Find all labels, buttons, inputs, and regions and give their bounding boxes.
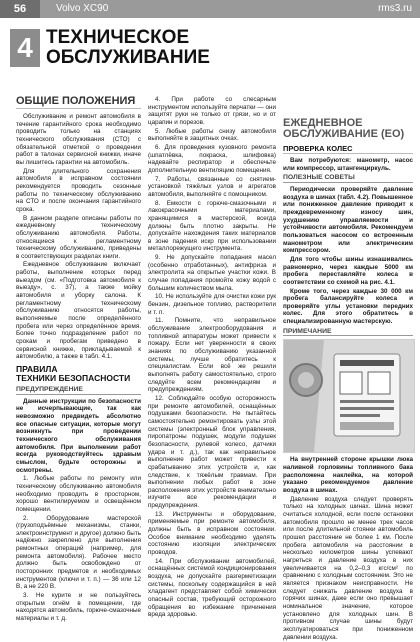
tire-pressure-sticker-illustration [284,340,414,452]
list-item: 4. При работе со слесарным инструментом используйте перчатки — они защитят руки не только от грязи, но и от царапин и порезов. [148,96,276,126]
list-item: 10. Не используйте для очистки кожи рук бензин, дизельное топливо, растворители и т. п. [148,293,276,316]
column-2 [148,96,276,620]
safety-heading-line2: ТЕХНИКИ БЕЗОПАСНОСТИ [16,373,131,383]
list-item: 8. Емкости с горюче-смазочными и лакокрасочными материалами, хранящимися в мастерской, всегда должны быть плотно закрыты. Не допускайте нахождения таких материалов в зоне падения искр при использовании металлорежущего инструмента. [148,199,276,253]
list-item: 6. Для проведения кузовного ремонта (шпатлёвка, покраска, шлифовка) надевайте респиратор и обеспечьте дополнительную вентиляцию помещения. [148,143,276,174]
safety-heading-line1: ПРАВИЛА [16,364,58,374]
warning-text: Данные инструкции по безопасности не исчерпывающие, так как невозможно предвидеть абсолютно все опасные ситуации, которые могут возникнуть при проведении технического обслуживания автомобиля. При выполнении работ всегда руководствуйтесь здравым смыслом, будьте осторожны и осмотрены. [16,397,141,474]
chapter-title-line2: ОБСЛУЖИВАНИЕ [46,47,210,68]
note-text: На внутренней стороне крышки люка наливной горловины топливного бака расположена наклейка, на которой указано рекомендуемое давление воздуха в шинах. [283,456,413,495]
subheading: ПРОВЕРКА КОЛЕС [283,144,413,154]
column-1 [16,95,141,624]
page-number: 56 [0,0,40,18]
paragraph: Для длительного сохранения автомобиля в исправном состоянии рекомендуется проводить сезонные работы по техническому обслуживанию на СТО и после окончания гарантийного срока. [16,167,141,213]
list-item: 5. Любые работы снизу автомобиля выполняйте в защитных очках. [148,127,276,143]
paragraph: В данном разделе описаны работы по ежедневному техническому обслуживанию автомобиля. Работы, относящиеся к регламентному техническому обслуживанию, приведены в соответствующих разделах книги. [16,214,141,260]
list-item: 14. При обслуживании автомобилей, оснащённых системой кондиционирования воздуха, не допускайте разгерметизации системы, поскольку содержащийся в ней хладагент представляет собой химически опасный состав, требующий осторожного обращения во избежание причинения вреда здоровью. [148,557,276,619]
column-3 [283,118,413,642]
list-item: 13. Инструменты и оборудование, применяемые при ремонте автомобиля, должны быть в исправном состоянии. Особое внимание необходимо уделять состоянию изоляции электрических проводов. [148,510,276,557]
running-header-model: Volvo XC90 [56,3,109,14]
tips-label: ПОЛЕЗНЫЕ СОВЕТЫ [283,174,413,183]
tools-text: Вам потребуются: манометр, насос или компрессор, штангенциркуль. [283,157,413,172]
tips-text: Для того чтобы шины изнашивались равномерно, через каждые 5000 км пробега переставляйте колеса в соответствии со схемой на рис. 4.1. [283,255,413,286]
tire-pressure-sticker-photo [283,339,415,453]
note-label: ПРИМЕЧАНИЕ [283,328,413,337]
section-title-line2: ОБСЛУЖИВАНИЕ (ЕО) [283,128,405,140]
tips-text: Периодически проверяйте давление воздуха в шинах (табл. 4.2). Повышенное или пониженное давление приводит к преждевременному износу шин, ухудшению управляемости и устойчивости автомобиля. Рекомендуем пользоваться насосом со встроенным манометром или электрическим компрессором. [283,185,413,255]
section-title [283,118,413,140]
tips-text: Кроме того, через каждые 30 000 км пробега балансируйте колеса и проверяйте углы установки передних колес. Для этого обратитесь в специализированную мастерскую. [283,287,413,326]
paragraph: Ежедневное обслуживание включает работы, выполнение которых перед выездом (см. «Подготовка автомобиля к выезду», с. 37), а также мойку автомобиля и уборку салона. К регламентному техническому обслуживанию относятся работы, выполняемые после определённого пробега или через определённое время. Более точно подразделение работ по срокам и пробегам приведено в сервисной книжке, прикладываемой к автомобилю, а также в табл. 4.1. [16,261,141,361]
list-item: 2. Оборудование мастерской (грузоподъёмные механизмы, станки, электроинструмент и другое) должно быть надёжно закреплено для выполнения ремонтных операций (например, для ремонта автомобиля). Рабочее место должно быть освобождено от посторонних предметов и необходимых инструментов (ключи и т. п.) — 36 или 12 В, а не 220 В. [16,514,141,591]
section-title-line1: ЕЖЕДНЕВНОЕ [283,117,363,129]
list-item: 1. Любые работы по ремонту или техническому обслуживанию автомобиля необходимо проводить в просторном, хорошо вентилируемом и освещённом помещении. [16,475,141,513]
chapter-title [46,28,210,68]
running-header-site: rms3.ru [378,3,412,14]
list-item: 11. Помните, что неправильное обслуживание электрооборудования и топливной аппаратуры может привести к пожару. Если нет уверенности в своих знаниях по обслуживанию указанной системы, лучше обратитесь к специалистам. Если всё же решили выполнять работу самостоятельно, строго следуйте всем рекомендациям и предупреждениям. [148,317,276,394]
paragraph: Давление воздуха следует проверять только на холодных шинах. Шина может считаться холодной, если после остановки автомобиля прошло не менее трех часов или после длительной стоянки автомобиль прошел расстояние не более 1 км. После пробега автомобиля на расстоянии в несколько километров шины успевают нагреться и давление воздуха в них увеличивается на 0,2–0,3 кгс/см² по сравнению с холодным состоянием. Это не является признаком неисправности. Не следует снижать давление воздуха в горячих шинах, даже если оно превышает номинальное значение, которое установлено для холодных шин. В противном случае шины будут эксплуатироваться при пониженном давлении воздуха. [283,495,413,641]
chapter-title-line1: ТЕХНИЧЕСКОЕ [46,27,190,48]
list-item: 7. Работы, связанные со снятием-установкой тяжёлых узлов и агрегатов автомобиля, выполняйте с помощником. [148,175,276,198]
general-heading: ОБЩИЕ ПОЛОЖЕНИЯ [16,95,141,109]
chapter-number: 4 [10,29,40,67]
warning-label: ПРЕДУПРЕЖДЕНИЕ [16,386,141,395]
list-item: 12. Соблюдайте особую осторожность при ремонте автомобилей, оснащённых подушками безопасности. Не пытайтесь самостоятельно ремонтировать узлы этой системы (электронный блок управления, пиропатроны подушек, модули подушек безопасности, рулевой колесо, датчики удара и т. д.), так как неправильное выполнение работ может привести к срабатыванию этих устройств и, как следствие, к тяжёлым травмам. При выполнении любых работ в зоне расположения этих устройств внимательно изучите все рекомендации и предупреждения. [148,394,276,510]
header-bar [0,0,420,18]
paragraph: Обслуживание и ремонт автомобиля в течение гарантийного срока необходимо проводить только на станциях технического обслуживания (СТО) с обязательной отметкой о проведении работ в талонах сервисной книжки, иначе вы лишитесь гарантии на автомобиль. [16,113,141,166]
list-item: 3. Не курите и не пользуйтесь открытым огнём в помещении, где находятся автомобиль, горюче-смазочные материалы и т. д. [16,592,141,623]
list-item: 9. Не допускайте попадания масел (особенно отработанных), антифриза и электролита на открытые участки кожи. В случае попадания промойте кожу водой с большим количеством мыла. [148,254,276,292]
safety-heading [16,365,141,383]
